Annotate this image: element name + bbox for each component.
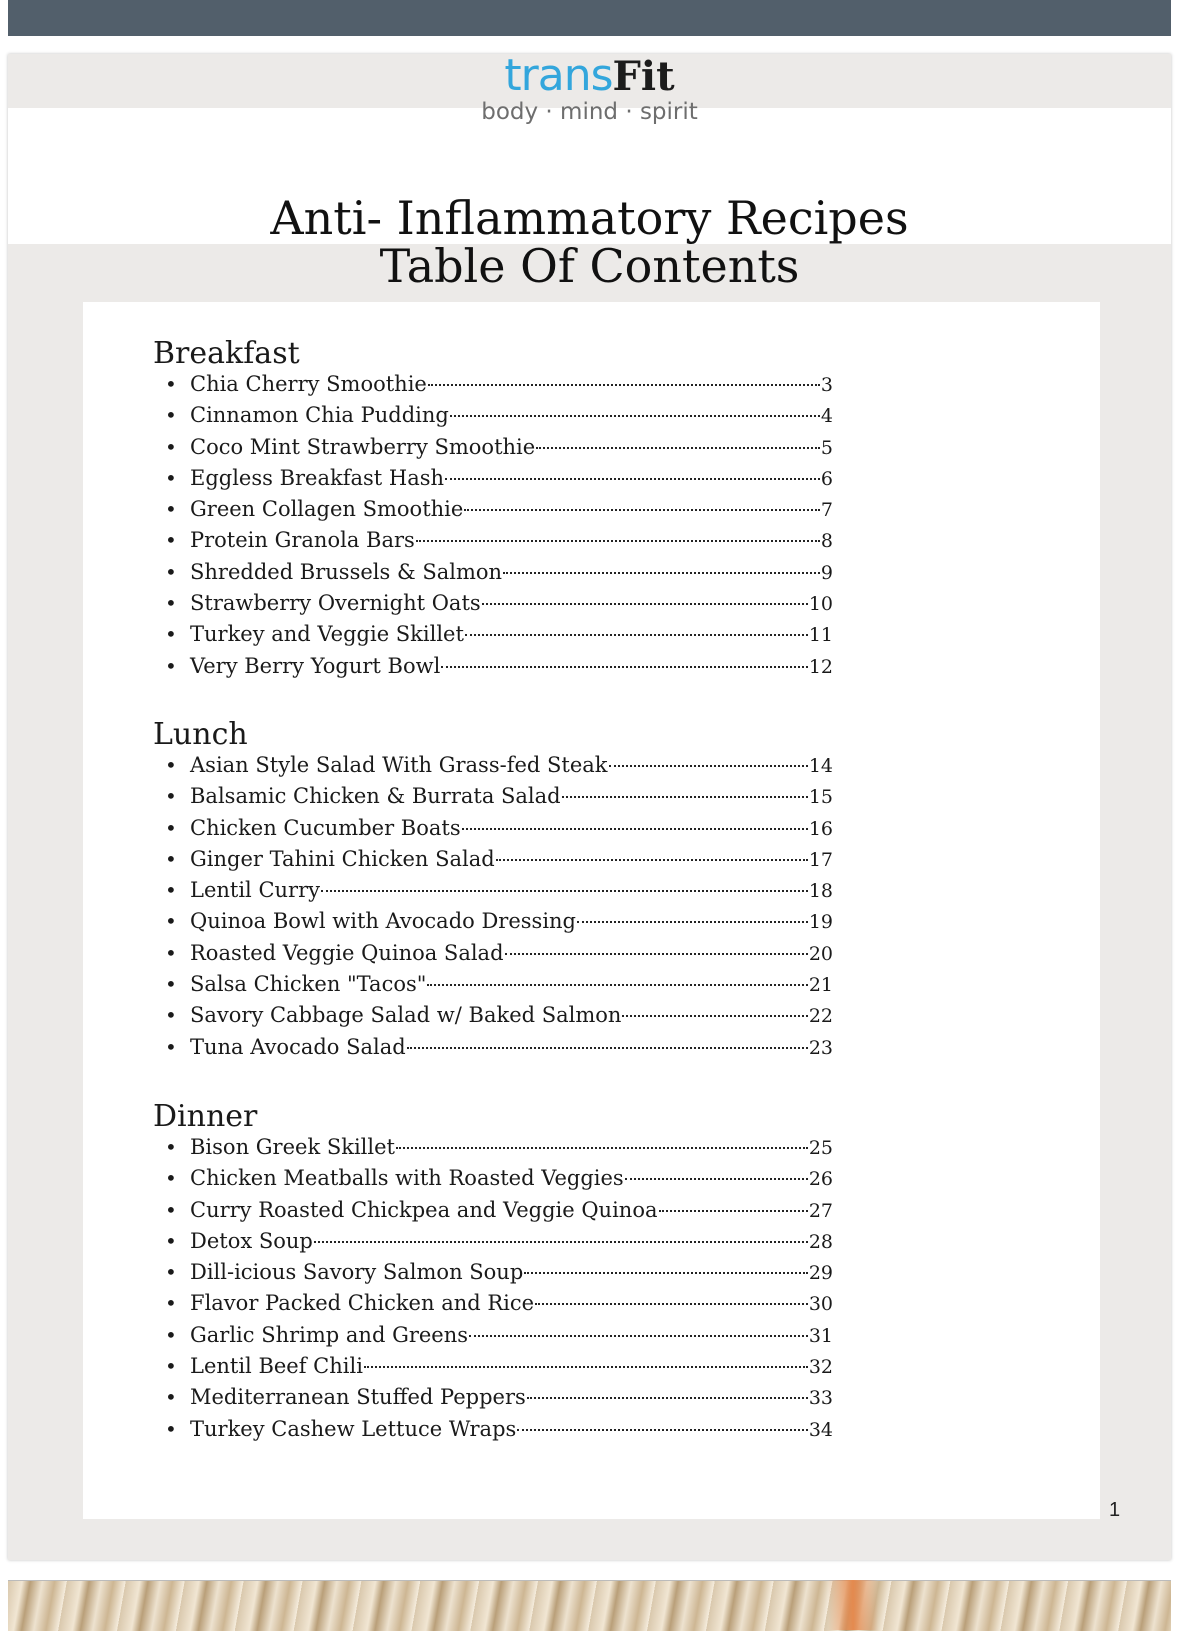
bullet-icon: •	[165, 1385, 177, 1410]
dot-leader	[562, 796, 808, 798]
dot-leader	[465, 634, 808, 636]
bullet-icon: •	[165, 1291, 177, 1316]
recipe-list	[153, 753, 833, 1066]
dot-leader	[428, 384, 820, 386]
toc-entry	[153, 497, 833, 528]
toc-entry	[153, 654, 833, 685]
recipe-page-number: 29	[808, 1262, 833, 1285]
toc-entry	[153, 435, 833, 466]
bullet-icon: •	[165, 1260, 177, 1285]
dot-leader	[505, 953, 808, 955]
recipe-page-number: 22	[808, 1005, 833, 1028]
toc-entry	[153, 591, 833, 622]
bullet-icon: •	[165, 784, 177, 809]
toc-entry	[153, 528, 833, 559]
logo-tagline: body · mind · spirit	[481, 99, 698, 125]
next-page-preview	[8, 1580, 1171, 1631]
recipe-page-number: 11	[808, 624, 833, 647]
title-line-2: Table Of Contents	[379, 239, 800, 293]
recipe-page-number: 4	[820, 405, 833, 428]
bullet-icon: •	[165, 1228, 177, 1253]
bullet-icon: •	[165, 1197, 177, 1222]
bullet-icon: •	[165, 434, 177, 459]
bullet-icon: •	[165, 497, 177, 522]
bullet-icon: •	[165, 972, 177, 997]
dot-leader	[496, 859, 808, 861]
dot-leader	[314, 1241, 808, 1243]
dot-leader	[396, 1147, 808, 1149]
toc-entry	[153, 972, 833, 1003]
recipe-page-number: 34	[808, 1418, 833, 1441]
dot-leader	[416, 540, 820, 542]
viewer-toolbar	[8, 0, 1171, 36]
toc-entry	[153, 560, 833, 591]
recipe-name: Turkey and Veggie Skillet	[190, 622, 464, 647]
recipe-page-number: 26	[808, 1168, 833, 1191]
bullet-icon: •	[165, 1354, 177, 1379]
recipe-name: Lentil Curry	[190, 878, 320, 903]
recipe-page-number: 23	[808, 1036, 833, 1059]
dot-leader	[427, 984, 807, 986]
recipe-name: Eggless Breakfast Hash	[190, 465, 445, 490]
dot-leader	[625, 1178, 808, 1180]
recipe-name: Chicken Cucumber Boats	[190, 815, 461, 840]
toc-entry	[153, 878, 833, 909]
recipe-page-number: 20	[808, 942, 833, 965]
bullet-icon: •	[165, 653, 177, 678]
recipe-page-number: 7	[820, 499, 833, 522]
table-of-contents	[83, 302, 1100, 1519]
dot-leader	[622, 1015, 807, 1017]
recipe-name: Lentil Beef Chili	[190, 1354, 363, 1379]
recipe-page-number: 18	[808, 880, 833, 903]
recipe-name: Very Berry Yogurt Bowl	[190, 653, 441, 678]
dot-leader	[482, 603, 808, 605]
page-number: 1	[1109, 1499, 1121, 1521]
recipe-list	[153, 1135, 833, 1448]
bullet-icon: •	[165, 372, 177, 396]
dot-leader	[524, 1272, 808, 1274]
toc-entry	[153, 1323, 833, 1354]
recipe-name: Asian Style Salad With Grass-fed Steak	[190, 753, 608, 777]
bullet-icon: •	[165, 1034, 177, 1059]
toc-entry	[153, 816, 833, 847]
recipe-name: Quinoa Bowl with Avocado Dressing	[190, 909, 576, 934]
dot-leader	[503, 572, 820, 574]
dot-leader	[441, 666, 808, 668]
toc-entry	[153, 403, 833, 434]
next-page-image-accent	[828, 1580, 878, 1630]
section-heading: Dinner	[153, 1099, 258, 1134]
toc-entry	[153, 1198, 833, 1229]
toc-entry	[153, 909, 833, 940]
recipe-page-number: 5	[820, 436, 833, 459]
recipe-name: Turkey Cashew Lettuce Wraps	[190, 1416, 517, 1441]
recipe-page-number: 3	[820, 374, 833, 396]
dot-leader	[577, 921, 808, 923]
section-heading: Breakfast	[153, 336, 300, 371]
document-page	[8, 50, 1171, 1560]
logo-brand-light: trans	[504, 50, 613, 101]
bullet-icon: •	[165, 1416, 177, 1441]
recipe-page-number: 12	[808, 655, 833, 678]
toc-entry	[153, 466, 833, 497]
dot-leader	[462, 828, 808, 830]
dot-leader	[659, 1210, 808, 1212]
dot-leader	[445, 478, 820, 480]
toc-entry	[153, 1035, 833, 1066]
dot-leader	[609, 765, 808, 767]
bullet-icon: •	[165, 1166, 177, 1191]
recipe-name: Dill-icious Savory Salmon Soup	[190, 1260, 524, 1285]
toc-entry	[153, 847, 833, 878]
recipe-page-number: 19	[808, 911, 833, 934]
dot-leader	[464, 509, 820, 511]
bullet-icon: •	[165, 559, 177, 584]
dot-leader	[527, 1397, 808, 1399]
recipe-name: Flavor Packed Chicken and Rice	[190, 1291, 535, 1316]
bullet-icon: •	[165, 1003, 177, 1028]
bullet-icon: •	[165, 846, 177, 871]
bullet-icon: •	[165, 528, 177, 553]
dot-leader	[407, 1047, 808, 1049]
logo-brand-bold: Fit	[612, 53, 675, 100]
dot-leader	[469, 1335, 808, 1337]
document-title	[8, 191, 1171, 293]
section-dinner	[153, 1099, 833, 1448]
recipe-page-number: 31	[808, 1324, 833, 1347]
recipe-name: Balsamic Chicken & Burrata Salad	[190, 784, 561, 809]
bullet-icon: •	[165, 591, 177, 616]
recipe-name: Green Collagen Smoothie	[190, 497, 464, 522]
toc-entry	[153, 1003, 833, 1034]
recipe-name: Savory Cabbage Salad w/ Baked Salmon	[190, 1003, 622, 1028]
toc-entry	[153, 1291, 833, 1322]
recipe-name: Garlic Shrimp and Greens	[190, 1322, 469, 1347]
toc-entry	[153, 622, 833, 653]
bullet-icon: •	[165, 622, 177, 647]
recipe-name: Curry Roasted Chickpea and Veggie Quinoa	[190, 1197, 658, 1222]
section-heading: Lunch	[153, 717, 248, 752]
recipe-name: Salsa Chicken "Tacos"	[190, 972, 427, 997]
recipe-list	[153, 372, 833, 685]
bullet-icon: •	[165, 403, 177, 428]
toc-entry	[153, 1385, 833, 1416]
toc-entry	[153, 1229, 833, 1260]
section-lunch	[153, 717, 833, 1066]
bullet-icon: •	[165, 909, 177, 934]
recipe-name: Mediterranean Stuffed Peppers	[190, 1385, 526, 1410]
recipe-page-number: 33	[808, 1387, 833, 1410]
recipe-page-number: 6	[820, 467, 833, 490]
recipe-name: Chia Cherry Smoothie	[190, 372, 427, 396]
dot-leader	[517, 1429, 808, 1431]
toc-entry	[153, 1417, 833, 1448]
toc-entry	[153, 372, 833, 403]
title-line-1: Anti- Inflammatory Recipes	[270, 191, 909, 245]
recipe-page-number: 10	[808, 593, 833, 616]
toc-entry	[153, 1260, 833, 1291]
recipe-name: Bison Greek Skillet	[190, 1135, 395, 1159]
recipe-name: Cinnamon Chia Pudding	[190, 403, 449, 428]
bullet-icon: •	[165, 1322, 177, 1347]
recipe-page-number: 9	[820, 561, 833, 584]
toc-entry	[153, 784, 833, 815]
recipe-page-number: 16	[808, 817, 833, 840]
bullet-icon: •	[165, 940, 177, 965]
recipe-name: Detox Soup	[190, 1228, 313, 1253]
toc-entry	[153, 1166, 833, 1197]
recipe-name: Tuna Avocado Salad	[190, 1034, 406, 1059]
recipe-name: Strawberry Overnight Oats	[190, 591, 481, 616]
recipe-page-number: 27	[808, 1199, 833, 1222]
dot-leader	[450, 415, 820, 417]
recipe-name: Chicken Meatballs with Roasted Veggies	[190, 1166, 624, 1191]
section-breakfast	[153, 336, 833, 685]
recipe-page-number: 32	[808, 1356, 833, 1379]
recipe-name: Ginger Tahini Chicken Salad	[190, 846, 495, 871]
toc-entry	[153, 941, 833, 972]
recipe-page-number: 25	[808, 1137, 833, 1159]
recipe-page-number: 15	[808, 786, 833, 809]
dot-leader	[536, 447, 820, 449]
bullet-icon: •	[165, 753, 177, 777]
toc-entry	[153, 1354, 833, 1385]
bullet-icon: •	[165, 1135, 177, 1159]
dot-leader	[364, 1366, 808, 1368]
recipe-page-number: 28	[808, 1230, 833, 1253]
toc-entry	[153, 1135, 833, 1166]
toc-entry	[153, 753, 833, 784]
recipe-page-number: 30	[808, 1293, 833, 1316]
bullet-icon: •	[165, 878, 177, 903]
transfit-logo	[8, 50, 1171, 126]
dot-leader	[535, 1303, 808, 1305]
bullet-icon: •	[165, 465, 177, 490]
recipe-page-number: 17	[808, 848, 833, 871]
bullet-icon: •	[165, 815, 177, 840]
recipe-page-number: 8	[820, 530, 833, 553]
recipe-name: Shredded Brussels & Salmon	[190, 559, 503, 584]
recipe-name: Coco Mint Strawberry Smoothie	[190, 434, 536, 459]
recipe-page-number: 21	[808, 974, 833, 997]
dot-leader	[321, 890, 808, 892]
recipe-page-number: 14	[808, 755, 833, 777]
recipe-name: Protein Granola Bars	[190, 528, 415, 553]
recipe-name: Roasted Veggie Quinoa Salad	[190, 940, 504, 965]
